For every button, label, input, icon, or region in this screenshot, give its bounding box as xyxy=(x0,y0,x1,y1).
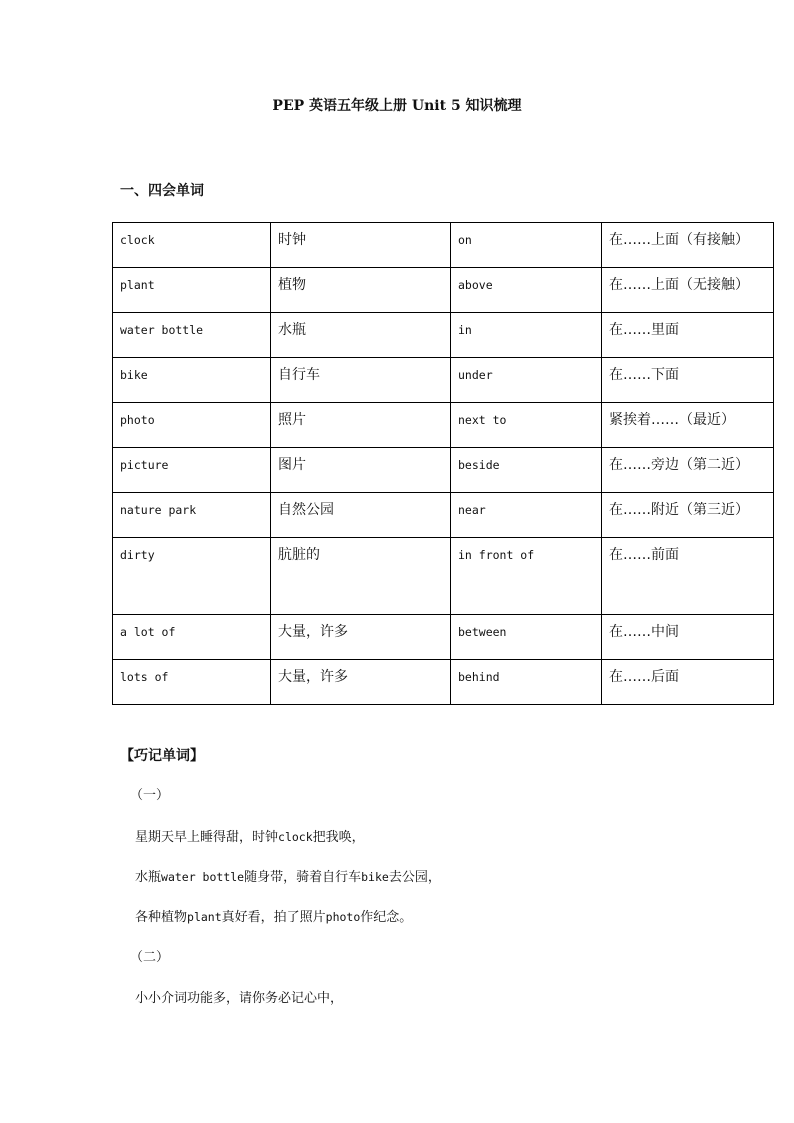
chinese-meaning: 在……上面（无接触） xyxy=(602,268,774,313)
english-preposition: between xyxy=(451,615,602,660)
rhyme-line-2 xyxy=(135,867,441,888)
rhyme-line-3 xyxy=(135,907,412,928)
chinese-meaning: 在……下面 xyxy=(602,358,774,403)
rhyme-text: 作纪念。 xyxy=(360,910,413,925)
vocabulary-table xyxy=(112,222,774,705)
rhyme-keyword: water bottle xyxy=(161,870,245,884)
chinese-meaning: 大量，许多 xyxy=(271,660,451,705)
rhyme-keyword: photo xyxy=(325,910,361,924)
rhyme-line-4: 小小介词功能多，请你务必记心中， xyxy=(135,991,344,1006)
rhyme-text: 各种植物 xyxy=(135,910,188,925)
section-heading-vocabulary: 一、四会单词 xyxy=(120,183,204,199)
part-one-label: （一） xyxy=(130,788,170,803)
english-word: a lot of xyxy=(113,615,271,660)
chinese-meaning: 大量，许多 xyxy=(271,615,451,660)
english-preposition: next to xyxy=(451,403,602,448)
english-preposition: under xyxy=(451,358,602,403)
chinese-meaning: 在……旁边（第二近） xyxy=(602,448,774,493)
english-preposition: behind xyxy=(451,660,602,705)
rhyme-text: 去公园， xyxy=(388,870,441,885)
chinese-meaning: 在……后面 xyxy=(602,660,774,705)
english-word: nature park xyxy=(113,493,271,538)
english-preposition: in xyxy=(451,313,602,358)
rhyme-line-1 xyxy=(135,827,365,848)
chinese-meaning: 水瓶 xyxy=(271,313,451,358)
english-word: photo xyxy=(113,403,271,448)
english-word: plant xyxy=(113,268,271,313)
chinese-meaning: 紧挨着……（最近） xyxy=(602,403,774,448)
chinese-meaning: 在……里面 xyxy=(602,313,774,358)
rhyme-text: 把我唤， xyxy=(312,830,365,845)
table-row xyxy=(113,660,774,705)
chinese-meaning: 在……上面（有接触） xyxy=(602,223,774,268)
english-word: bike xyxy=(113,358,271,403)
english-word: water bottle xyxy=(113,313,271,358)
english-word: lots of xyxy=(113,660,271,705)
rhyme-text: 水瓶 xyxy=(135,870,162,885)
chinese-meaning: 自然公园 xyxy=(271,493,451,538)
english-word: clock xyxy=(113,223,271,268)
rhyme-keyword: bike xyxy=(361,870,389,884)
table-row xyxy=(113,448,774,493)
table-row xyxy=(113,223,774,268)
table-row xyxy=(113,615,774,660)
english-preposition: above xyxy=(451,268,602,313)
table-row xyxy=(113,268,774,313)
section-heading-memory-tips: 【巧记单词】 xyxy=(120,748,204,764)
part-two-label: （二） xyxy=(130,950,170,965)
chinese-meaning: 时钟 xyxy=(271,223,451,268)
table-row xyxy=(113,358,774,403)
table-row xyxy=(113,313,774,358)
chinese-meaning: 在……中间 xyxy=(602,615,774,660)
rhyme-keyword: clock xyxy=(278,830,313,844)
english-preposition: on xyxy=(451,223,602,268)
chinese-meaning: 图片 xyxy=(271,448,451,493)
rhyme-text: 随身带，骑着自行车 xyxy=(244,870,362,885)
chinese-meaning: 照片 xyxy=(271,403,451,448)
page-title: PEP 英语五年级上册 Unit 5 知识梳理 xyxy=(272,98,522,114)
rhyme-text: 真好看，拍了照片 xyxy=(221,910,326,925)
table-row xyxy=(113,538,774,615)
table-row xyxy=(113,493,774,538)
chinese-meaning: 植物 xyxy=(271,268,451,313)
english-word: picture xyxy=(113,448,271,493)
table-row xyxy=(113,403,774,448)
english-preposition: in front of xyxy=(451,538,602,615)
chinese-meaning: 肮脏的 xyxy=(271,538,451,615)
english-word: dirty xyxy=(113,538,271,615)
chinese-meaning: 在……附近（第三近） xyxy=(602,493,774,538)
rhyme-text: 星期天早上睡得甜，时钟 xyxy=(135,830,279,845)
english-preposition: near xyxy=(451,493,602,538)
rhyme-keyword: plant xyxy=(187,910,222,924)
chinese-meaning: 自行车 xyxy=(271,358,451,403)
english-preposition: beside xyxy=(451,448,602,493)
chinese-meaning: 在……前面 xyxy=(602,538,774,615)
